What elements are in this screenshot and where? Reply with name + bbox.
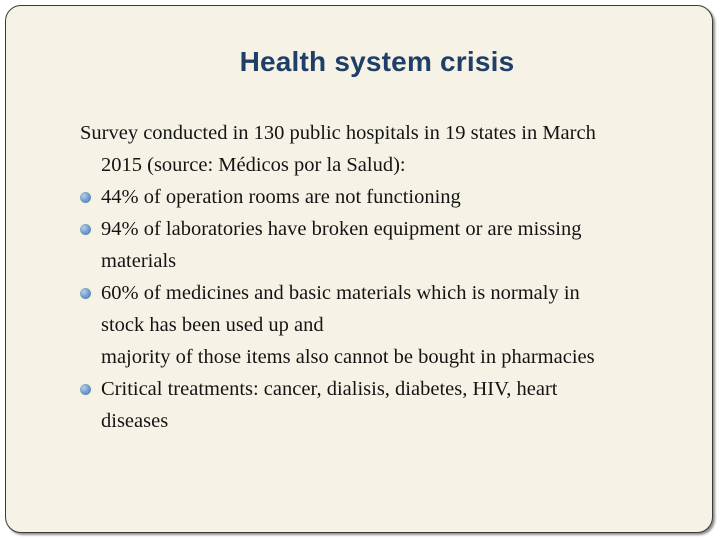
bullet-text-continued: materials [101, 250, 177, 272]
bullet-icon [80, 288, 91, 299]
slide-title: Health system crisis [239, 46, 515, 77]
bullet-text-continued: stock has been used up and [101, 314, 324, 336]
intro-paragraph [80, 117, 680, 181]
bullet-icon [80, 192, 91, 203]
bullet-text: Critical treatments: cancer, dialisis, diabetes, HIV, heart [101, 378, 558, 400]
bullet-text-continued: majority of those items also cannot be bought in pharmacies [101, 346, 595, 368]
bullet-text: 44% of operation rooms are not functioning [101, 186, 461, 208]
intro-line-1: Survey conducted in 130 public hospitals in 19 states in March [80, 122, 596, 144]
bullet-icon [80, 224, 91, 235]
bullet-item [80, 181, 680, 213]
bullet-text-continued: diseases [101, 410, 169, 432]
bullet-icon [80, 384, 91, 395]
bullet-text: 60% of medicines and basic materials which is normaly in [101, 282, 580, 304]
bullet-item [80, 213, 680, 277]
slide-body [80, 117, 680, 437]
bullet-text: 94% of laboratories have broken equipment or are missing [101, 218, 582, 240]
intro-line-2: 2015 (source: Médicos por la Salud): [101, 154, 406, 176]
bullet-item [80, 373, 680, 437]
bullet-item [80, 277, 680, 373]
